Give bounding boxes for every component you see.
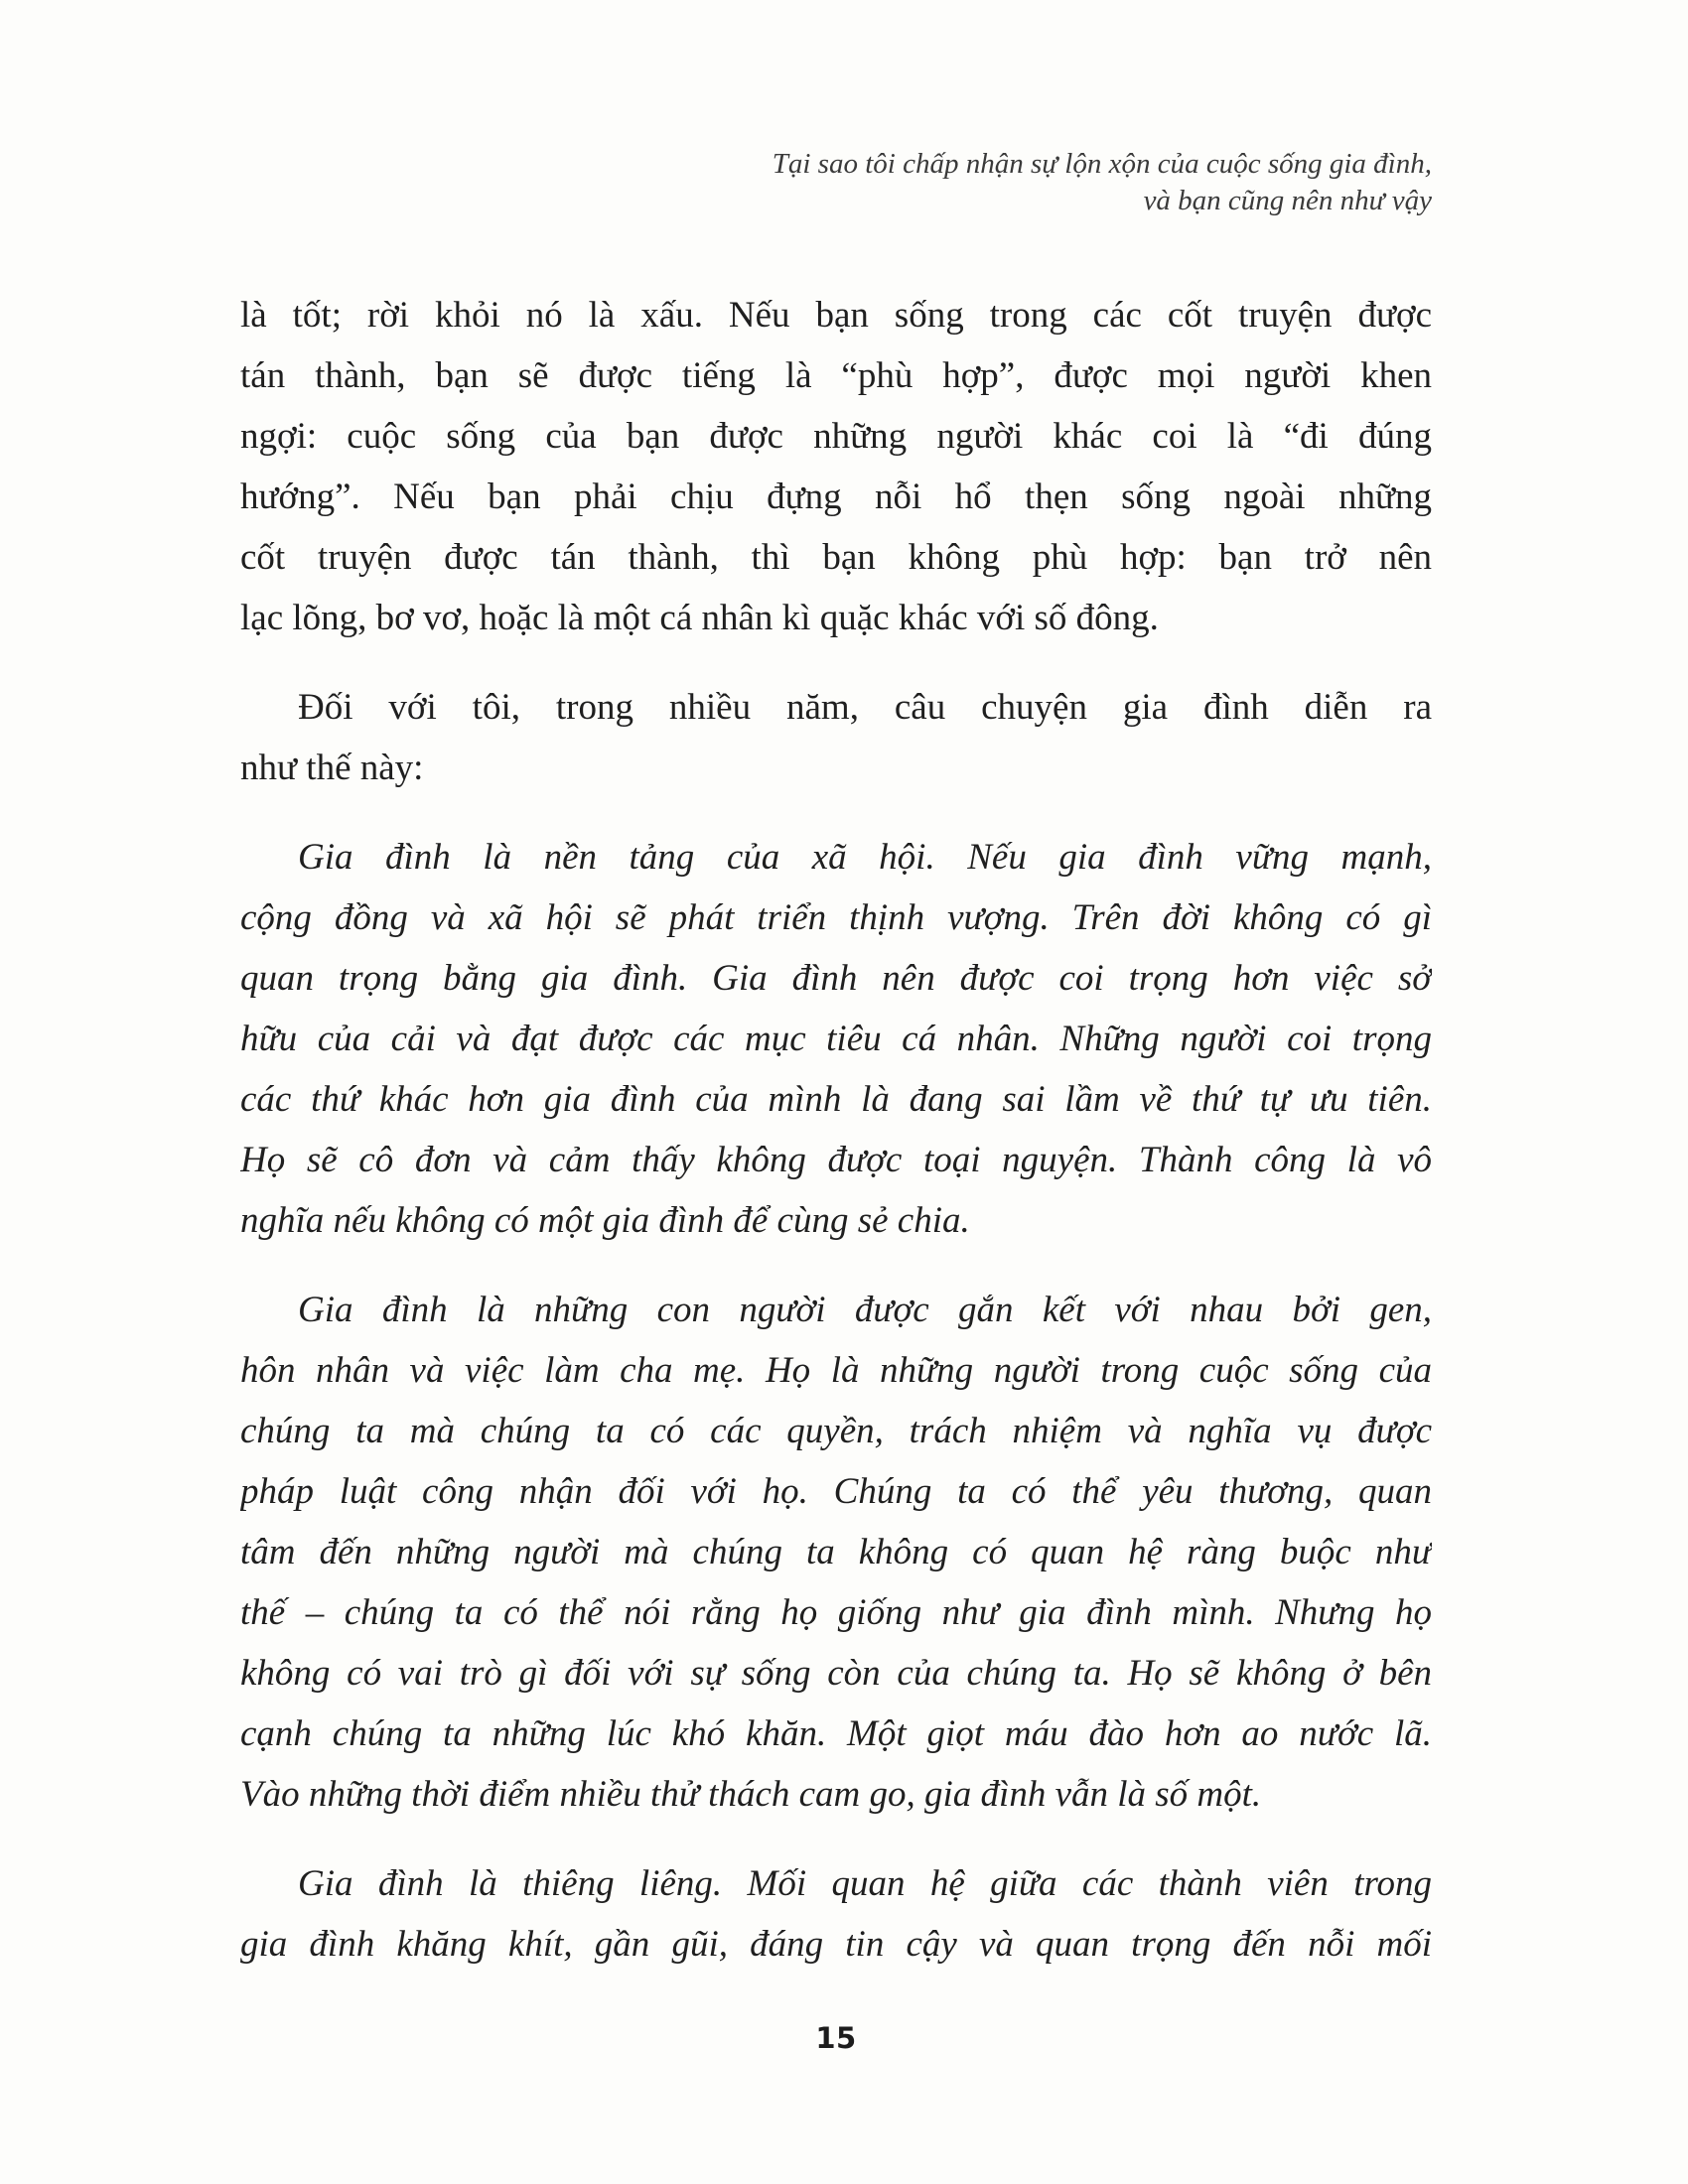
paragraph	[240, 677, 1432, 798]
body-text	[240, 285, 1432, 1975]
text-line: cốt truyện được tán thành, thì bạn không phù hợp: bạn trở nên	[240, 537, 1432, 578]
text-line: Vào những thời điểm nhiều thử thách cam go, gia đình vẫn là số một.	[240, 1774, 1262, 1815]
text-line: pháp luật công nhận đối với họ. Chúng ta có thể yêu thương, quan	[240, 1471, 1432, 1512]
text-line: các thứ khác hơn gia đình của mình là đang sai lầm về thứ tự ưu tiên.	[240, 1079, 1432, 1120]
text-line: hữu của cải và đạt được các mục tiêu cá nhân. Những người coi trọng	[240, 1019, 1432, 1059]
text-line: tán thành, bạn sẽ được tiếng là “phù hợp”, được mọi người khen	[240, 355, 1432, 396]
text-line: quan trọng bằng gia đình. Gia đình nên được coi trọng hơn việc sở	[240, 958, 1432, 999]
text-line: Gia đình là nền tảng của xã hội. Nếu gia đình vững mạnh,	[298, 837, 1432, 878]
text-line: không có vai trò gì đối với sự sống còn của chúng ta. Họ sẽ không ở bên	[240, 1653, 1432, 1694]
running-header	[240, 146, 1432, 219]
paragraph	[240, 285, 1432, 648]
paragraph	[240, 1280, 1432, 1825]
text-line: Họ sẽ cô đơn và cảm thấy không được toại nguyện. Thành công là vô	[240, 1140, 1432, 1180]
text-line: Gia đình là những con người được gắn kết với nhau bởi gen,	[298, 1290, 1432, 1330]
running-header-line-2: và bạn cũng nên như vậy	[1143, 185, 1432, 216]
text-line: cạnh chúng ta những lúc khó khăn. Một giọt máu đào hơn ao nước lã.	[240, 1713, 1432, 1754]
text-line: hôn nhân và việc làm cha mẹ. Họ là những người trong cuộc sống của	[240, 1350, 1432, 1391]
text-line: nghĩa nếu không có một gia đình để cùng sẻ chia.	[240, 1200, 970, 1241]
paragraph	[240, 1853, 1432, 1975]
text-line: hướng”. Nếu bạn phải chịu đựng nỗi hổ thẹn sống ngoài những	[240, 477, 1432, 517]
text-line: như thế này:	[240, 748, 424, 788]
text-line: thế – chúng ta có thể nói rằng họ giống như gia đình mình. Nhưng họ	[240, 1592, 1432, 1633]
text-line: gia đình khăng khít, gần gũi, đáng tin cậy và quan trọng đến nỗi mối	[240, 1924, 1432, 1965]
text-line: tâm đến những người mà chúng ta không có quan hệ ràng buộc như	[240, 1532, 1432, 1572]
text-line: ngợi: cuộc sống của bạn được những người khác coi là “đi đúng	[240, 416, 1432, 457]
text-line: là tốt; rời khỏi nó là xấu. Nếu bạn sống trong các cốt truyện được	[240, 295, 1432, 336]
paragraph	[240, 827, 1432, 1251]
running-header-line-1: Tại sao tôi chấp nhận sự lộn xộn của cuộc sống gia đình,	[772, 148, 1432, 180]
page-number: 15	[815, 2021, 857, 2055]
text-line: Đối với tôi, trong nhiều năm, câu chuyện gia đình diễn ra	[298, 687, 1432, 728]
page-footer	[240, 2021, 1432, 2055]
text-line: cộng đồng và xã hội sẽ phát triển thịnh vượng. Trên đời không có gì	[240, 897, 1432, 938]
text-line: Gia đình là thiêng liêng. Mối quan hệ giữa các thành viên trong	[298, 1863, 1432, 1904]
text-line: lạc lõng, bơ vơ, hoặc là một cá nhân kì quặc khác với số đông.	[240, 598, 1159, 638]
text-line: chúng ta mà chúng ta có các quyền, trách nhiệm và nghĩa vụ được	[240, 1411, 1432, 1451]
